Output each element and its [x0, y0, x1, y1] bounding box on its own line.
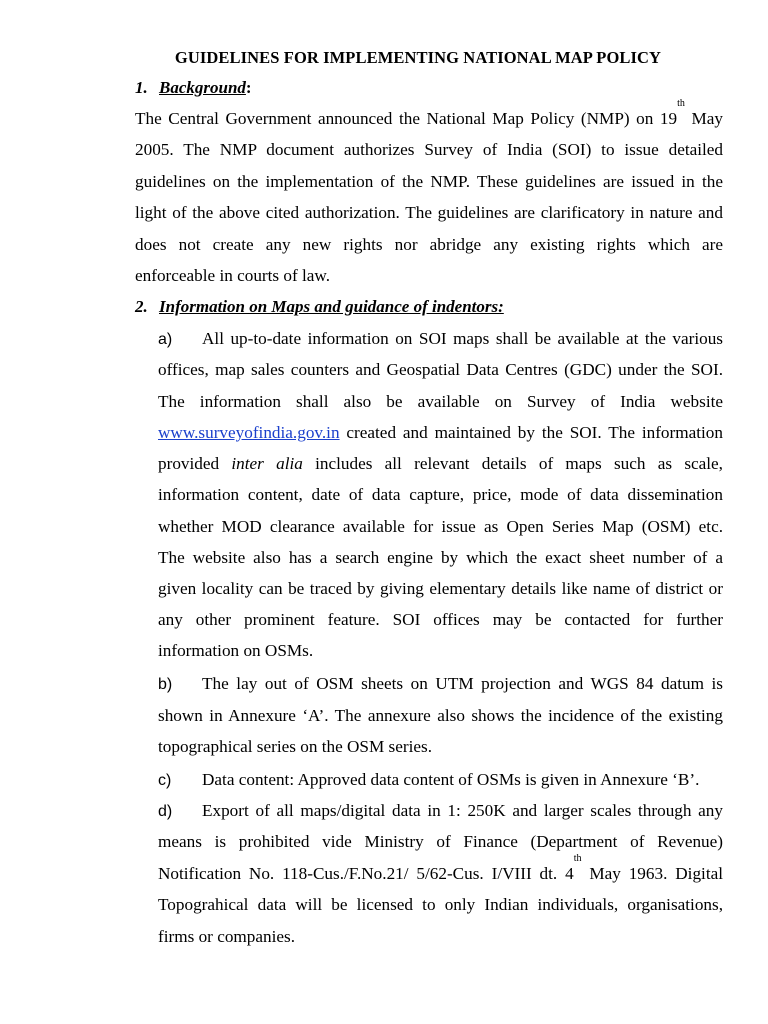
item-c-line: c) Data content: Approved data content of OSMs is given in Annexure ‘B’.: [158, 769, 699, 791]
section-2-number: 2.: [135, 297, 148, 316]
item-a-line: The website also has a search engine by which the exact sheet number of a: [158, 548, 723, 567]
section-1-line: light of the above cited authorization. The guidelines are clarificatory in nature and: [135, 203, 723, 222]
item-a-line: offices, map sales counters and Geospatial Data Centres (GDC) under the SOI.: [158, 360, 723, 379]
item-a-line: provided inter alia includes all relevant details of maps such as scale,: [158, 454, 723, 473]
section-1-colon: :: [245, 78, 252, 97]
item-c-marker: c): [158, 772, 172, 789]
section-2-heading: [135, 296, 504, 318]
item-d-line: means is prohibited vide Ministry of Finance (Department of Revenue): [158, 832, 723, 851]
section-1-heading: [135, 77, 252, 99]
section-1-line: enforceable in courts of law.: [135, 266, 331, 285]
item-a-line: www.surveyofindia.gov.in created and maintained by the SOI. The information: [158, 423, 723, 442]
section-1-number: 1.: [135, 78, 148, 97]
section-1-line: The Central Government announced the National Map Policy (NMP) on 19th May: [135, 98, 723, 128]
item-a-line: given locality can be traced by giving elementary details like name of district or: [158, 579, 723, 598]
item-a-line: a) All up-to-date information on SOI maps shall be available at the various: [158, 328, 723, 350]
website-link[interactable]: www.surveyofindia.gov.in: [158, 423, 340, 442]
section-1-line: 2005. The NMP document authorizes Survey of India (SOI) to issue detailed: [135, 140, 723, 159]
item-b-line: b) The lay out of OSM sheets on UTM projection and WGS 84 datum is: [158, 673, 723, 695]
item-a-line: any other prominent feature. SOI offices may be contacted for further: [158, 610, 723, 629]
item-d-line: d) Export of all maps/digital data in 1: 250K and larger scales through any: [158, 800, 723, 822]
item-a-marker: a): [158, 331, 173, 348]
item-d-line: firms or companies.: [158, 927, 295, 946]
section-1-line: guidelines on the implementation of the NMP. These guidelines are issued in the: [135, 172, 723, 191]
item-a-line: The information shall also be available on Survey of India website: [158, 392, 723, 411]
item-b-line: shown in Annexure ‘A’. The annexure also shows the incidence of the existing: [158, 706, 723, 725]
item-b-line: topographical series on the OSM series.: [158, 737, 432, 756]
item-d-line: Notification No. 118-Cus./F.No.21/ 5/62-Cus. I/VIII dt. 4th May 1963. Digital: [158, 853, 723, 883]
section-1-line: does not create any new rights nor abridge any existing rights which are: [135, 235, 723, 254]
section-1-title: Background: [159, 78, 246, 97]
item-b-marker: b): [158, 676, 173, 693]
item-a-line: whether MOD clearance available for issue as Open Series Map (OSM) etc.: [158, 517, 723, 536]
item-a-line: information on OSMs.: [158, 641, 314, 660]
item-d-line: Topograhical data will be licensed to only Indian individuals, organisations,: [158, 895, 723, 914]
item-a-line: information content, date of data capture, price, mode of data dissemination: [158, 485, 723, 504]
item-d-marker: d): [158, 803, 173, 820]
document-title: GUIDELINES FOR IMPLEMENTING NATIONAL MAP POLICY: [174, 48, 662, 67]
section-2-title: Information on Maps and guidance of indentors:: [159, 297, 504, 316]
